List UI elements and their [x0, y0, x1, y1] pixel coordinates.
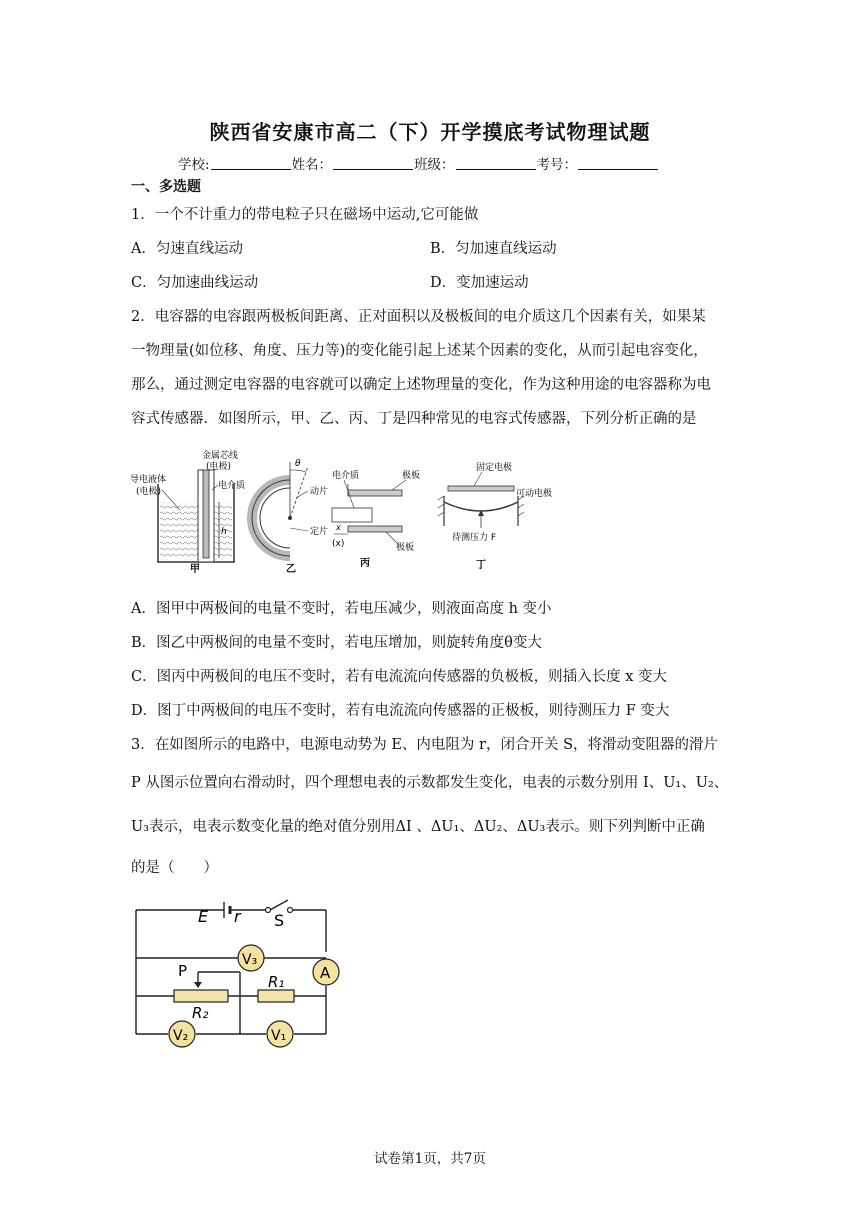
jia-label-liquid-2: (电极)	[136, 487, 162, 497]
q1-option-d: D．变加速运动	[430, 275, 529, 291]
yi-label-moving: 动片	[310, 487, 329, 497]
q3-stem-line-3: U₃表示，电表示数变化量的绝对值分别用ΔI 、ΔU₁、ΔU₂、ΔU₃表示。则下列判断中正确	[131, 819, 705, 835]
q2-stem-line-3: 那么，通过测定电容器的电容就可以确定上述物理量的变化，作为这种用途的电容器称为电	[131, 377, 711, 393]
q3-stem-line-2: P 从图示位置向右滑动时，四个理想电表的示数都发生变化，电表的示数分别用 I、U₁、U₂、	[131, 775, 729, 791]
page-title: 陕西省安康市高二（下）开学摸底考试物理试题	[209, 120, 651, 144]
q1-option-c: C．匀加速曲线运动	[131, 275, 259, 291]
q2-stem-line-1: 2．电容器的电容跟两极板间距离、正对面积以及极板间的电介质这几个因素有关，如果某	[131, 309, 706, 325]
circuit-label-R2: R₂	[192, 1004, 209, 1022]
page-footer: 试卷第1页，共7页	[374, 1151, 486, 1167]
capacitive-sensor-figure	[130, 444, 570, 574]
q1-option-a: A．匀速直线运动	[131, 241, 243, 257]
number-blank	[578, 157, 658, 170]
jia-label-dielectric: 电介质	[218, 481, 246, 491]
name-label: 姓名：	[291, 157, 333, 173]
jia-label-core-2: (电极)	[206, 462, 232, 472]
bing-x: x	[336, 523, 341, 532]
jia-h: h	[221, 527, 227, 537]
q1-option-b: B．匀加速直线运动	[430, 241, 557, 257]
q2-option-b: B．图乙中两极间的电量不变时，若电压增加，则旋转角度θ变大	[131, 635, 542, 651]
q2-option-a: A．图甲中两极间的电量不变时，若电压减少，则液面高度 h 变小	[131, 601, 552, 617]
figure-yi	[252, 459, 328, 574]
bing-label-plate-top: 极板	[402, 471, 421, 481]
jia-label-liquid: 导电液体	[130, 475, 167, 485]
circuit-diagram	[128, 890, 358, 1050]
section-heading: 一、多选题	[131, 179, 201, 195]
bing-label-dielectric: 电介质	[332, 471, 360, 481]
student-info-row	[178, 153, 659, 173]
voltmeter-v3-icon: V₃	[242, 952, 258, 968]
school-blank	[211, 157, 291, 170]
q2-stem-line-2: 一物理量(如位移、角度、压力等)的变化能引起上述某个因素的变化，从而引起电容变化，	[131, 343, 708, 359]
ammeter-icon: A	[320, 964, 331, 982]
circuit-label-E: E	[198, 907, 209, 926]
number-label: 考号：	[536, 157, 578, 173]
q2-option-d: D．图丁中两极间的电压不变时，若有电流流向传感器的正极板，则待测压力 F 变大	[131, 703, 670, 719]
name-blank	[333, 157, 413, 170]
q2-stem-line-4: 容式传感器．如图所示，甲、乙、丙、丁是四种常见的电容式传感器，下列分析正确的是	[131, 411, 697, 427]
ding-caption: 丁	[476, 560, 486, 571]
q3-stem-line-1: 3．在如图所示的电路中，电源电动势为 E、内电阻为 r，闭合开关 S，将滑动变阻器的滑片	[131, 737, 718, 753]
yi-theta: θ	[295, 459, 301, 469]
class-label: 班级：	[414, 157, 455, 173]
q1-stem: 1．一个不计重力的带电粒子只在磁场中运动,它可能做	[131, 207, 479, 223]
figure-bing	[332, 469, 420, 569]
ding-label-moving: 可动电极	[516, 489, 553, 499]
voltmeter-v1-icon: V₁	[271, 1028, 287, 1044]
yi-caption: 乙	[286, 564, 296, 574]
ding-label-force: 待测压力 F	[452, 533, 497, 543]
class-blank	[456, 157, 536, 170]
school-label: 学校:	[178, 157, 210, 173]
jia-label-core: 金属芯线	[202, 451, 239, 461]
q3-stem-line-4: 的是（ ）	[131, 860, 218, 876]
yi-label-fixed: 定片	[310, 527, 329, 537]
figure-ding	[438, 461, 552, 571]
circuit-label-r: r	[234, 907, 241, 926]
bing-caption: 丙	[360, 558, 370, 569]
circuit-label-R1: R₁	[268, 973, 285, 991]
circuit-label-S: S	[274, 911, 285, 930]
bing-x-paren: (x)	[332, 539, 345, 549]
jia-caption: 甲	[190, 564, 200, 574]
figure-jia	[130, 449, 245, 574]
bing-label-plate-bottom: 极板	[396, 543, 415, 553]
q2-option-c: C．图丙中两极间的电压不变时，若有电流流向传感器的负极板，则插入长度 x 变大	[131, 669, 667, 685]
voltmeter-v2-icon: V₂	[173, 1028, 189, 1044]
ding-label-fixed: 固定电极	[476, 463, 513, 473]
circuit-label-P: P	[178, 962, 188, 980]
